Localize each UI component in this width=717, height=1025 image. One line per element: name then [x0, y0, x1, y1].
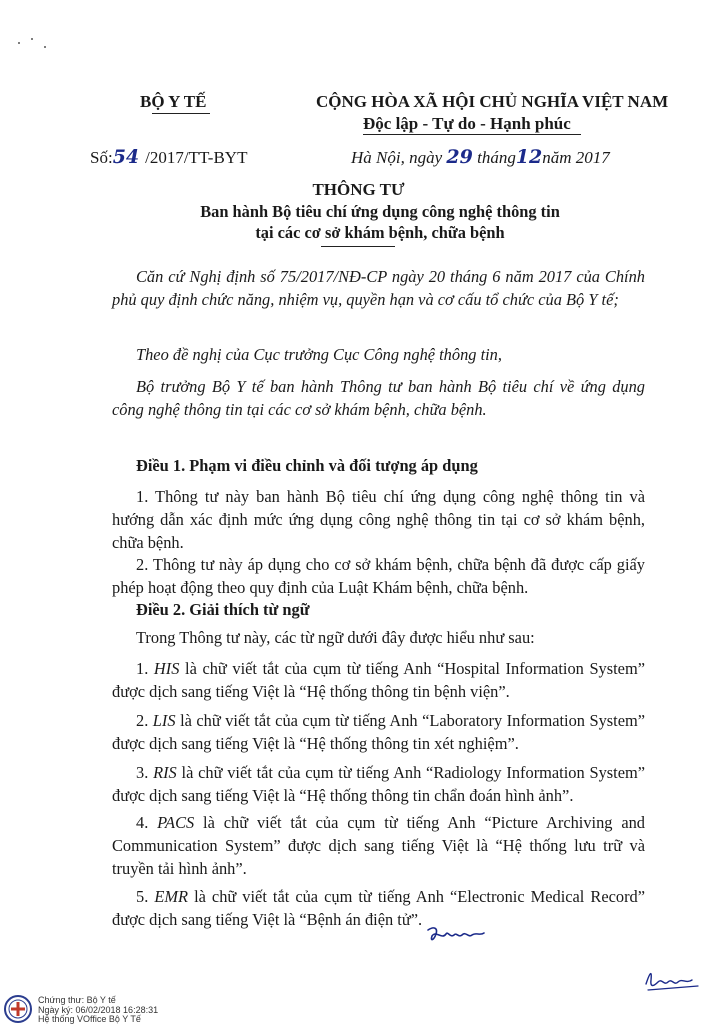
- preamble-2: Theo đề nghị của Cục trưởng Cục Công nghệ thông tin,: [136, 345, 502, 364]
- article1-heading: Điều 1. Phạm vi điều chỉnh và đối tượng áp dụng: [136, 456, 478, 475]
- term-abbrev: HIS: [153, 659, 180, 678]
- article2-heading: Điều 2. Giải thích từ ngữ: [136, 600, 310, 619]
- number-suffix: /2017/TT-BYT: [145, 148, 248, 167]
- term-number: 5.: [136, 887, 149, 906]
- signature-certificate: [38, 996, 158, 1025]
- ministry-underline: [152, 113, 210, 114]
- page-corner-initials: [642, 966, 702, 994]
- term-his: [112, 657, 645, 703]
- term-abbrev: RIS: [153, 763, 177, 782]
- term-ris: [112, 761, 645, 807]
- month-handwritten: 12: [515, 146, 543, 168]
- term-pacs: [112, 811, 645, 880]
- certificate-line-1: Chứng thư: Bộ Y tế: [38, 995, 116, 1005]
- document-subtitle-1: Ban hành Bộ tiêu chí ứng dụng công nghệ thông tin: [200, 202, 560, 221]
- term-abbrev: PACS: [157, 813, 195, 832]
- initials-signature: [424, 924, 490, 948]
- article1-clause-1: 1. Thông tư này ban hành Bộ tiêu chí ứng dụng công nghệ thông tin và hướng dẫn xác định mức ứng dụng công nghệ thông tin tại cơ sở khám bệnh, chữa bệnh.: [112, 487, 645, 552]
- term-abbrev: LIS: [152, 711, 176, 730]
- national-motto: Độc lập - Tự do - Hạnh phúc: [363, 114, 571, 133]
- year-label: năm 2017: [542, 148, 610, 167]
- document-subtitle-2: tại các cơ sở khám bệnh, chữa bệnh: [255, 223, 505, 242]
- term-emr: [112, 885, 645, 931]
- day-handwritten: 29: [446, 146, 473, 168]
- certificate-line-3: Hệ thống VOffice Bộ Y Tế: [38, 1014, 141, 1024]
- term-lis: [112, 709, 645, 755]
- document-type: THÔNG TƯ: [312, 180, 405, 199]
- republic-name: CỘNG HÒA XÃ HỘI CHỦ NGHĨA VIỆT NAM: [316, 92, 669, 111]
- preamble-1: Căn cứ Nghị định số 75/2017/NĐ-CP ngày 20 tháng 6 năm 2017 của Chính phủ quy định chức năng, nhiệm vụ, quyền hạn và cơ cấu tổ chức của Bộ Y tế;: [112, 267, 645, 309]
- term-text: là chữ viết tắt của cụm từ tiếng Anh “Laboratory Information System” được dịch sang tiếng Việt là “Hệ thống thông tin xét nghiệm”.: [112, 711, 645, 753]
- issue-date: [351, 146, 610, 168]
- article2-intro: Trong Thông tư này, các từ ngữ dưới đây được hiểu như sau:: [136, 628, 535, 647]
- date-prefix: Hà Nội, ngày: [351, 148, 443, 167]
- term-number: 2.: [136, 711, 149, 730]
- term-number: 1.: [136, 659, 149, 678]
- certificate-line-2: Ngày ký: 06/02/2018 16:28:31: [38, 1004, 159, 1015]
- term-text: là chữ viết tắt của cụm từ tiếng Anh “Electronic Medical Record” được dịch sang tiếng Việt là “Bệnh án điện tử”.: [112, 887, 645, 929]
- term-abbrev: EMR: [154, 887, 189, 906]
- term-number: 3.: [136, 763, 149, 782]
- motto-underline: [363, 134, 581, 135]
- article1-clause-2: 2. Thông tư này áp dụng cho cơ sở khám bệnh, chữa bệnh đã được cấp giấy phép hoạt động theo quy định của Luật Khám bệnh, chữa bệnh.: [112, 555, 645, 597]
- number-handwritten: 54: [112, 146, 140, 168]
- document-number: [90, 146, 247, 168]
- number-prefix: Số:: [90, 148, 113, 167]
- month-label: tháng: [477, 148, 516, 167]
- preamble-3: Bộ trưởng Bộ Y tế ban hành Thông tư ban hành Bộ tiêu chí về ứng dụng công nghệ thông tin tại các cơ sở khám bệnh, chữa bệnh.: [112, 377, 645, 419]
- ministry-name: BỘ Y TẾ: [140, 92, 207, 111]
- ministry-seal-icon: [3, 994, 33, 1024]
- term-number: 4.: [136, 813, 149, 832]
- term-text: là chữ viết tắt của cụm từ tiếng Anh “Hospital Information System” được dịch sang tiếng Việt là “Hệ thống thông tin bệnh viện”.: [112, 659, 645, 701]
- title-divider: [321, 246, 395, 247]
- term-text: là chữ viết tắt của cụm từ tiếng Anh “Picture Archiving and Communication System” được dịch sang tiếng Việt là “Hệ thống lưu trữ và truyền tải hình ảnh”.: [112, 813, 645, 878]
- term-text: là chữ viết tắt của cụm từ tiếng Anh “Radiology Information System” được dịch sang tiếng Việt là “Hệ thống thông tin chẩn đoán hình ảnh”.: [112, 763, 645, 805]
